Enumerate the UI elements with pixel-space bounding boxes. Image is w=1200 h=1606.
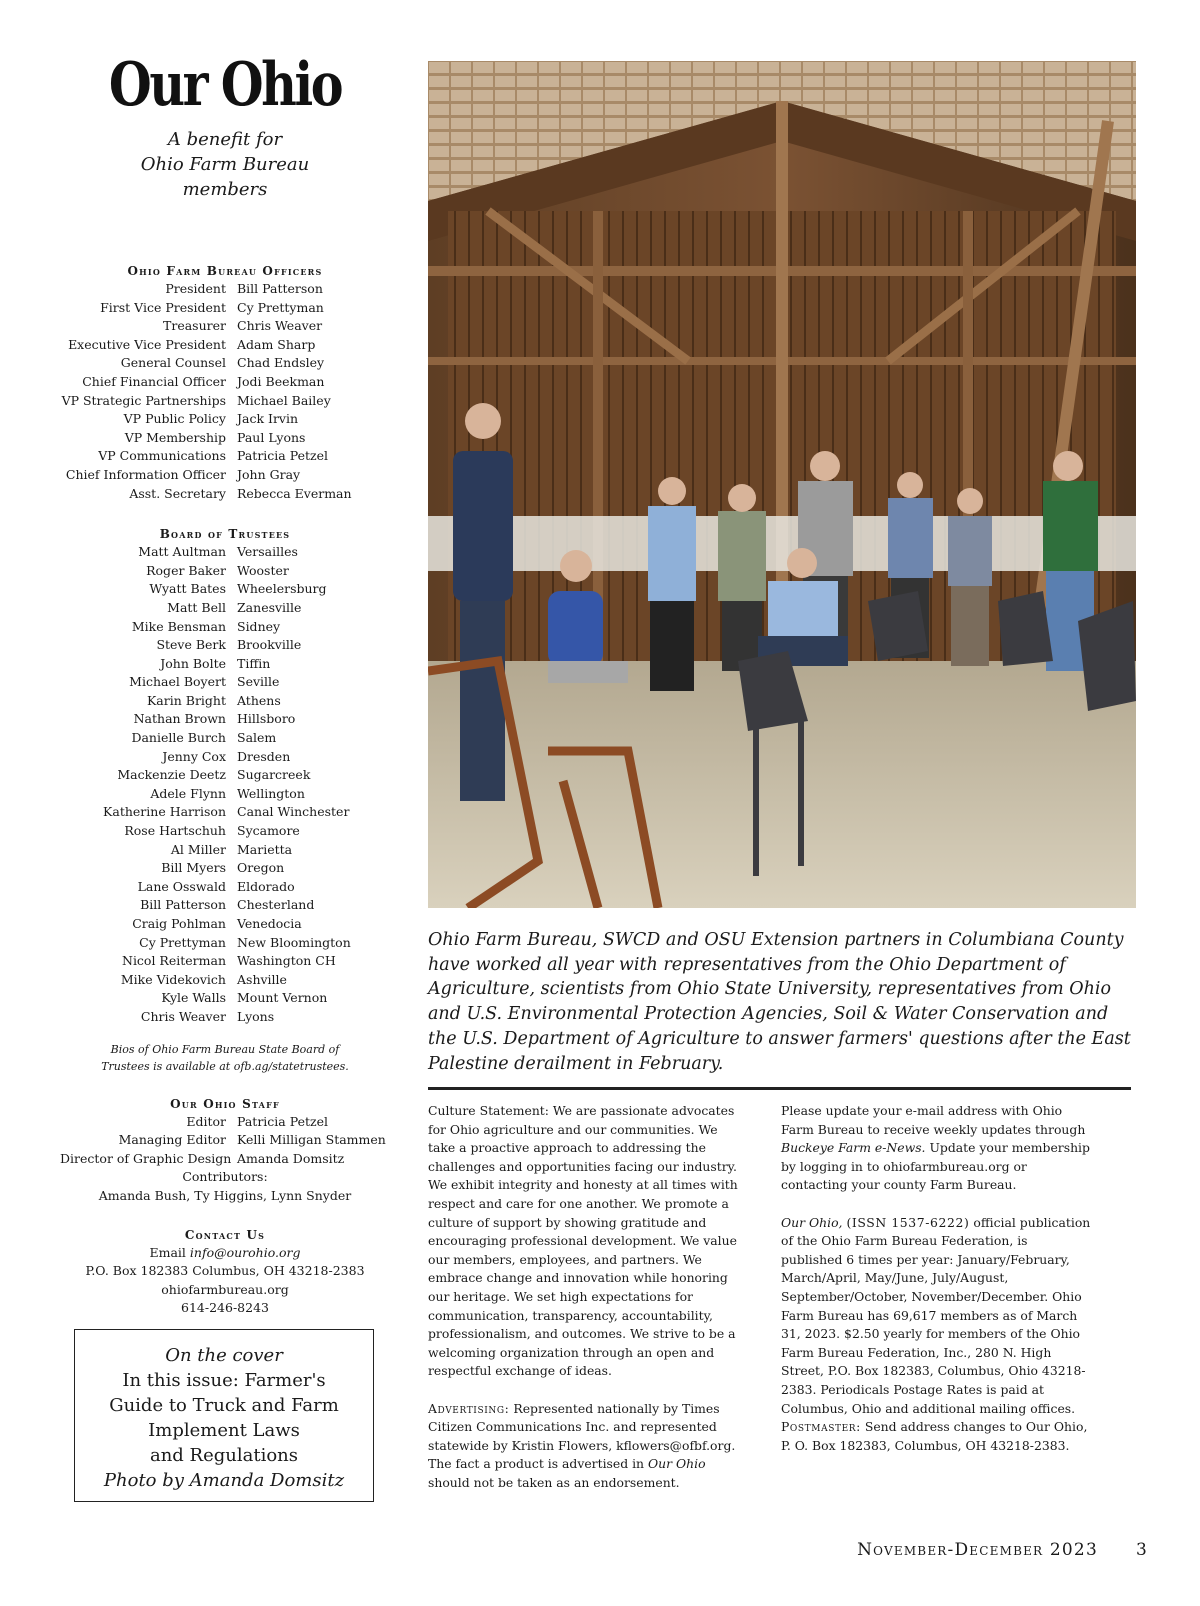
page-footer xyxy=(857,1540,1148,1560)
trustee-row-value: Wheelersburg xyxy=(237,581,327,597)
trustee-row-value: Washington CH xyxy=(237,953,336,969)
trustee-row xyxy=(60,729,390,748)
trustee-row xyxy=(60,785,390,804)
trustee-row xyxy=(60,692,390,711)
trustee-row-label: Michael Boyert xyxy=(129,674,226,690)
barn-photo-illustration xyxy=(428,61,1136,908)
benefit-line: A benefit for xyxy=(167,129,283,150)
trustee-row-value: Chesterland xyxy=(237,897,315,913)
staff-row xyxy=(60,1150,390,1169)
culture-statement: Culture Statement: We are passionate advocates for Ohio agriculture and our communities. We take a proactive approach to addressing the challenges and opportunities facing our industry. We exhibit integrity and honesty at all times with respect and care for one another. We promote a culture of support by showing gratitude and encouraging professional development. We value our members, employees, and partners. We embrace change and innovation while honoring our heritage. We set high expectations for communication, transparency, accountability, professionalism, and outcomes. We strive to be a welcoming organization through an open and respectful exchange of ideas. xyxy=(428,1103,738,1379)
officer-row-value: Bill Patterson xyxy=(237,281,323,296)
officer-row xyxy=(60,317,390,336)
trustee-row-value: Sidney xyxy=(237,618,281,634)
trustee-row-label: Karin Bright xyxy=(146,692,226,708)
publication-statement xyxy=(781,1214,1091,1456)
staff-row-label: Managing Editor xyxy=(118,1132,226,1148)
officer-row-value: Michael Bailey xyxy=(237,392,331,408)
trustee-row-value: Tiffin xyxy=(237,655,271,671)
officer-row-value: Rebecca Everman xyxy=(237,485,352,501)
trustee-row-label: Nicol Reiterman xyxy=(122,953,226,969)
trustee-row-value: Venedocia xyxy=(237,916,302,931)
masthead-title: Our Ohio xyxy=(108,50,342,120)
officers-heading: Ohio Farm Bureau Officers xyxy=(127,264,323,278)
update-text-end: Update your membership by logging in to ohiofarmbureau.org or contacting your county Farm Bureau. xyxy=(781,1140,1090,1193)
officer-row-value: Chad Endsley xyxy=(237,355,325,371)
officer-row-value: Cy Prettyman xyxy=(237,299,324,315)
officer-row-label: First Vice President xyxy=(100,299,226,315)
trustee-row-value: Sugarcreek xyxy=(237,767,311,783)
trustee-row-label: Adele Flynn xyxy=(150,785,226,801)
trustee-row xyxy=(60,748,390,767)
trustee-row-value: Eldorado xyxy=(237,878,295,894)
trustee-row xyxy=(60,822,390,841)
officer-row xyxy=(60,485,390,504)
contact-email xyxy=(60,1244,390,1263)
trustee-row-label: Bill Patterson xyxy=(140,897,226,913)
cover-line: Guide to Truck and Farm xyxy=(109,1395,339,1416)
officer-row-label: VP Strategic Partnerships xyxy=(61,392,226,408)
officer-row xyxy=(60,466,390,485)
trustee-row-value: Brookville xyxy=(237,637,302,653)
trustee-row-label: Chris Weaver xyxy=(140,1008,226,1024)
contact-block xyxy=(60,1244,390,1318)
staff-row-value: Kelli Milligan Stammen xyxy=(237,1132,386,1148)
bios-line: Bios of Ohio Farm Bureau State Board of xyxy=(110,1042,340,1056)
advertising-text-end: should not be taken as an endorsement. xyxy=(428,1474,680,1490)
bios-line: Trustees is available at ofb.ag/statetrustees. xyxy=(101,1059,349,1073)
trustee-row-label: Mike Videkovich xyxy=(120,971,226,987)
photo-caption: Ohio Farm Bureau, SWCD and OSU Extension partners in Columbiana County have worked all year with representatives from the Ohio Department of Agriculture, scientists from Ohio State University, representatives from Ohio and U.S. Environmental Protection Agencies, Soil & Water Conservation and the U.S. Department of Agriculture to answer farmers' questions after the East Palestine derailment in February. xyxy=(428,930,1131,1074)
sidebar xyxy=(60,50,390,1318)
publication-title: Our Ohio, xyxy=(781,1214,843,1230)
section-divider xyxy=(428,1087,1131,1090)
officer-row-label: VP Membership xyxy=(124,429,226,445)
trustee-row xyxy=(60,896,390,915)
trustee-row xyxy=(60,673,390,692)
trustee-row-value: Canal Winchester xyxy=(237,804,350,820)
trustee-row-value: Zanesville xyxy=(237,599,302,615)
staff-row xyxy=(60,1113,390,1132)
staff-heading: Our Ohio Staff xyxy=(170,1096,280,1111)
barn-meeting-photo xyxy=(428,61,1136,908)
column-right xyxy=(781,1102,1091,1474)
advertising-text: Represented nationally by Times Citizen Communications Inc. and represented statewide by Kristin Flowers, kflowers@ofbf.org. The fact a product is advertised in xyxy=(428,1400,736,1472)
update-text: Please update your e-mail address with Ohio Farm Bureau to receive weekly updates through xyxy=(781,1103,1086,1137)
staff-row-value: Patricia Petzel xyxy=(237,1113,328,1129)
contributors-names: Amanda Bush, Ty Higgins, Lynn Snyder xyxy=(98,1187,352,1203)
contact-heading: Contact Us xyxy=(184,1227,266,1242)
trustee-row xyxy=(60,655,390,674)
trustee-row-label: Roger Baker xyxy=(146,562,226,578)
officer-row-value: Jodi Beekman xyxy=(237,373,325,389)
advertising-label: Advertising: xyxy=(428,1400,510,1416)
trustee-row xyxy=(60,543,390,562)
cover-photo-credit: Photo by Amanda Domsitz xyxy=(103,1470,345,1491)
staff-row-label: Editor xyxy=(186,1113,226,1129)
advertising-publication: Our Ohio xyxy=(648,1456,706,1472)
officer-row xyxy=(60,429,390,448)
trustee-row-label: Cy Prettyman xyxy=(139,934,226,950)
contributors-label: Contributors: xyxy=(182,1169,268,1185)
update-newsletter: Buckeye Farm e-News. xyxy=(781,1140,926,1156)
officer-row xyxy=(60,373,390,392)
trustee-row-value: Sycamore xyxy=(237,823,300,839)
trustee-row-value: Ashville xyxy=(237,971,287,987)
trustee-row-value: Seville xyxy=(237,674,280,690)
trustee-row-label: Rose Hartschuh xyxy=(124,823,226,839)
trustee-row xyxy=(60,766,390,785)
officer-row-value: Jack Irvin xyxy=(237,411,299,427)
trustee-row-value: Salem xyxy=(237,730,277,746)
officer-row xyxy=(60,354,390,373)
cover-line: In this issue: Farmer's xyxy=(122,1370,326,1391)
trustee-row-value: New Bloomington xyxy=(237,934,351,950)
trustee-row-label: Bill Myers xyxy=(161,860,226,876)
cover-line: and Regulations xyxy=(149,1445,299,1466)
officer-row-label: Chief Financial Officer xyxy=(82,373,226,389)
trustee-row-label: Craig Pohlman xyxy=(132,916,226,931)
officer-row-value: Paul Lyons xyxy=(237,429,306,445)
trustee-row xyxy=(60,989,390,1008)
trustee-row xyxy=(60,580,390,599)
trustee-row xyxy=(60,859,390,878)
benefit-line: members xyxy=(182,179,268,200)
email-address[interactable]: info@ourohio.org xyxy=(189,1244,301,1260)
publication-text: official publication of the Ohio Farm Bureau Federation, is published 6 times per year: January/February, March/April, May/June, July/August, September/October, November/December. Ohio Farm Bureau has 69,617 members as of March 31, 2023. $2.50 yearly for members of the Ohio Farm Bureau Federation, Inc., 280 N. High Street, P.O. Box 182383, Columbus, Ohio 43218-2383. Periodicals Postage Rates is paid at Columbus, Ohio and additional mailing offices. xyxy=(781,1214,1091,1416)
trustee-row-label: John Bolte xyxy=(160,655,226,671)
officer-row xyxy=(60,299,390,318)
trustee-row-label: Mike Bensman xyxy=(131,618,226,634)
trustee-bios-note xyxy=(60,1041,390,1075)
trustee-row xyxy=(60,618,390,637)
trustee-row-label: Lane Osswald xyxy=(137,878,226,894)
officers-list xyxy=(60,280,390,503)
officer-row-label: VP Communications xyxy=(98,448,226,464)
page-number: 3 xyxy=(1135,1540,1148,1560)
trustee-row xyxy=(60,934,390,953)
trustee-row-label: Mackenzie Deetz xyxy=(117,767,226,783)
postmaster-text: Send address changes to Our Ohio, P. O. Box 182383, Columbus, OH 43218-2383. xyxy=(781,1419,1088,1453)
contact-phone: 614-246-8243 xyxy=(181,1300,269,1316)
advertising-notice xyxy=(428,1400,738,1493)
officer-row xyxy=(60,336,390,355)
officer-row-label: General Counsel xyxy=(120,355,226,371)
trustee-row xyxy=(60,952,390,971)
trustee-row-value: Versailles xyxy=(237,544,298,560)
column-left xyxy=(428,1102,738,1511)
trustee-row-value: Marietta xyxy=(237,841,293,857)
trustee-row-label: Al Miller xyxy=(170,841,226,857)
officer-row-value: John Gray xyxy=(237,466,301,482)
trustee-row xyxy=(60,710,390,729)
trustee-row xyxy=(60,599,390,618)
trustee-row xyxy=(60,878,390,897)
trustee-row-label: Katherine Harrison xyxy=(103,804,226,820)
trustee-row-value: Hillsboro xyxy=(237,711,296,727)
trustee-row-label: Kyle Walls xyxy=(161,990,226,1006)
trustee-row-value: Wooster xyxy=(237,562,289,578)
trustee-row-label: Matt Aultman xyxy=(138,544,226,560)
trustee-row xyxy=(60,841,390,860)
trustee-row xyxy=(60,915,390,934)
trustee-row xyxy=(60,803,390,822)
trustee-row-value: Athens xyxy=(237,692,281,708)
benefit-tagline xyxy=(60,127,390,202)
officer-row-label: VP Public Policy xyxy=(123,411,226,427)
cover-heading: On the cover xyxy=(165,1345,283,1366)
trustee-row xyxy=(60,562,390,581)
officer-row-value: Chris Weaver xyxy=(237,318,323,334)
trustee-row xyxy=(60,1008,390,1027)
officer-row-value: Patricia Petzel xyxy=(237,448,328,464)
email-label: Email xyxy=(149,1244,186,1260)
staff-row-value: Amanda Domsitz xyxy=(237,1150,345,1166)
trustee-row-label: Jenny Cox xyxy=(162,748,226,764)
officer-row-label: Asst. Secretary xyxy=(129,485,226,501)
cover-box xyxy=(74,1329,374,1502)
trustee-row-label: Matt Bell xyxy=(167,599,226,615)
trustee-row xyxy=(60,971,390,990)
trustee-row-label: Nathan Brown xyxy=(133,711,226,727)
trustee-row-value: Oregon xyxy=(237,860,285,876)
postmaster-label: Postmaster: xyxy=(781,1419,861,1435)
staff-row-label: Director of Graphic Design xyxy=(60,1150,232,1166)
trustees-list xyxy=(60,543,390,1026)
officer-row xyxy=(60,280,390,299)
trustee-row-label: Wyatt Bates xyxy=(149,581,226,597)
officer-row xyxy=(60,392,390,411)
officer-row xyxy=(60,410,390,429)
trustee-row-value: Dresden xyxy=(237,748,291,764)
benefit-line: Ohio Farm Bureau xyxy=(140,154,310,175)
email-update-notice xyxy=(781,1102,1091,1195)
officer-row-label: Executive Vice President xyxy=(68,336,226,352)
trustee-row-label: Danielle Burch xyxy=(131,730,226,746)
officer-row-value: Adam Sharp xyxy=(237,336,316,352)
issue-date: November-December 2023 xyxy=(857,1540,1098,1560)
trustee-row-label: Steve Berk xyxy=(156,637,226,653)
officer-row-label: President xyxy=(165,281,226,296)
publication-issn: (ISSN 1537-6222) xyxy=(846,1214,970,1230)
contact-website[interactable]: ohiofarmbureau.org xyxy=(161,1281,289,1297)
officer-row xyxy=(60,447,390,466)
contact-address: P.O. Box 182383 Columbus, OH 43218-2383 xyxy=(85,1263,365,1279)
staff-row xyxy=(60,1131,390,1150)
officer-row-label: Treasurer xyxy=(163,318,226,334)
trustees-heading: Board of Trustees xyxy=(159,527,291,542)
trustee-row-value: Lyons xyxy=(237,1008,275,1024)
trustee-row-value: Wellington xyxy=(237,785,305,801)
officer-row-label: Chief Information Officer xyxy=(65,466,226,482)
staff-list xyxy=(60,1113,390,1169)
trustee-row xyxy=(60,636,390,655)
cover-line: Implement Laws xyxy=(148,1420,300,1441)
trustee-row-value: Mount Vernon xyxy=(237,990,328,1006)
